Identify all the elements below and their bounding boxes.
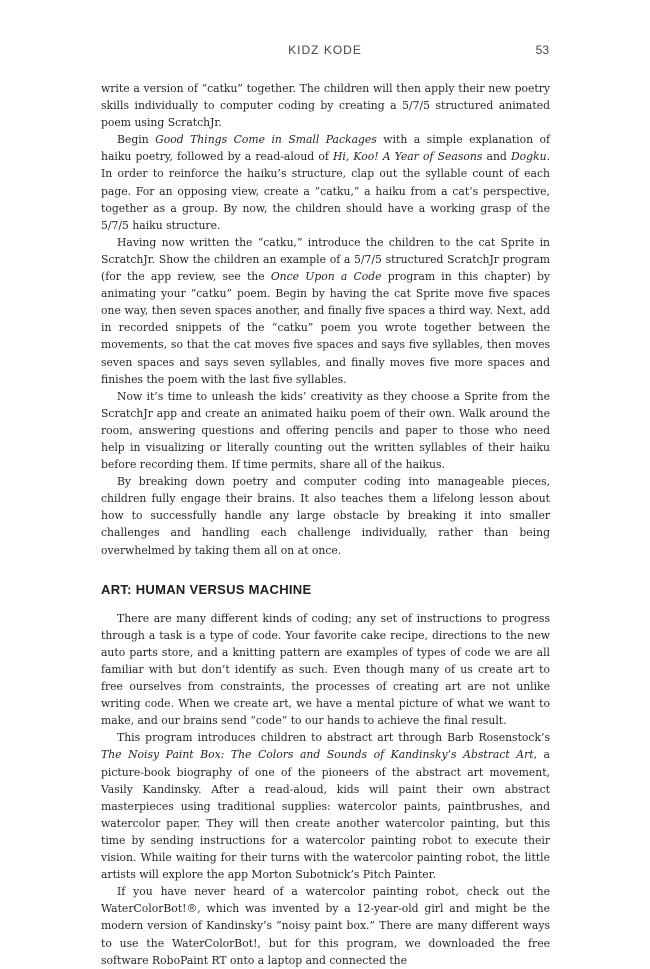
book-title-hi-koo: Hi, Koo! A Year of Seasons [332,150,483,164]
book-title-good-things: Good Things Come in Small Packages [155,133,377,147]
text-run: . In order to reinforce the haiku’s structure, clap out the syllable count of each page. For an opposing view, create a “catku,” a haiku from a cat’s perspective, together as a group. By now, the children should have a working grasp of the 5/7/5 haiku structure. [101,150,550,232]
paragraph-breaking-down: By breaking down poetry and computer coding into manageable pieces, children fully engage their brains. It also teaches them a lifelong lesson about how to successfully handle any large obstacle by breaking it into smaller challenges and handling each challenge individually, rather than being overwhelmed by taking them all on at once. [101,475,550,557]
text-run: and [482,150,511,164]
program-title-once-upon-a-code: Once Upon a Code [270,270,382,284]
text-run: , a picture-book biography of one of the pioneers of the abstract art movement, Vasily Kandinsky. After a read-aloud, kids will paint their own abstract masterpieces using traditional supplies: watercolor paints, paintbrushes, and watercolor paper. They will then create another watercolor painting, but this time by sending instructions for a watercolor painting robot to execute their vision. While waiting for their turns with the watercolor painting robot, the little artists will explore the app Morton Subotnick’s Pitch Painter. [101,748,550,882]
text-run: This program introduces children to abstract art through Barb Rosenstock’s [117,731,550,745]
book-title-noisy-paint-box: The Noisy Paint Box: The Colors and Sounds of Kandinsky’s Abstract Art [101,748,534,762]
paragraph-begin-read-aloud [101,131,550,234]
page-number: 53 [535,43,549,57]
book-title-dogku: Dogku [510,150,547,164]
paragraph-kids-creativity: Now it’s time to unleash the kids’ creativity as they choose a Sprite from the ScratchJr app and create an animated haiku poem of their own. Walk around the room, answering questions and offering pencils and paper to those who need help in visualizing or literally counting out the written syllables of their haiku before recording them. If time permits, share all of the haikus. [101,389,550,472]
text-run: Begin [117,133,156,147]
text-run: Having now written the “catku,” introduce the children to the cat Sprite in ScratchJr. Show the children an example of a 5/7/5 structured ScratchJr program (for the app review, see the [101,235,550,284]
running-title: KIDZ KODE [288,43,362,57]
paragraph-cat-sprite [101,234,550,388]
paragraph-program-intro [101,729,550,883]
page-body [101,80,550,969]
paragraph-watercolorbot: If you have never heard of a watercolor painting robot, check out the WaterColorBot!®, which was invented by a 12-year-old girl and might be the modern version of Kandinsky’s “noisy paint box.” There are many different ways to use the WaterColorBot!, but for this program, we downloaded the free software RoboPaint RT onto a laptop and connected the [101,885,550,967]
paragraph-catku-intro: write a version of “catku” together. The children will then apply their new poetry skills individually to computer coding by creating a 5/7/5 structured animated poem using ScratchJr. [101,82,550,130]
paragraph-kinds-of-coding: There are many different kinds of coding; any set of instructions to progress through a task is a type of code. Your favorite cake recipe, directions to the new auto parts store, and a knitting pattern are examples of types of code we are all familiar with but don’t identify as such. Even though many of us create art to free ourselves from constraints, the processes of creating art are not unlike writing code. When we create art, we have a mental picture of what we want to make, and our brains send “code” to our hands to achieve the final result. [101,611,550,728]
text-run: with a simple explanation of haiku poetry, followed by a read-aloud of [101,133,550,164]
text-run: program in this chapter) by animating your “catku” poem. Begin by having the cat Sprite move five spaces one way, then seven spaces another, and finally five spaces a third way. Next, add in recorded snippets of the “catku” poem you wrote together between the movements, so that the cat moves five spaces and says five syllables, then moves seven spaces and says seven syllables, and finally moves five more spaces and finishes the poem with the last five syllables. [101,270,550,386]
section-heading-art: ART: HUMAN VERSUS MACHINE [101,581,312,597]
